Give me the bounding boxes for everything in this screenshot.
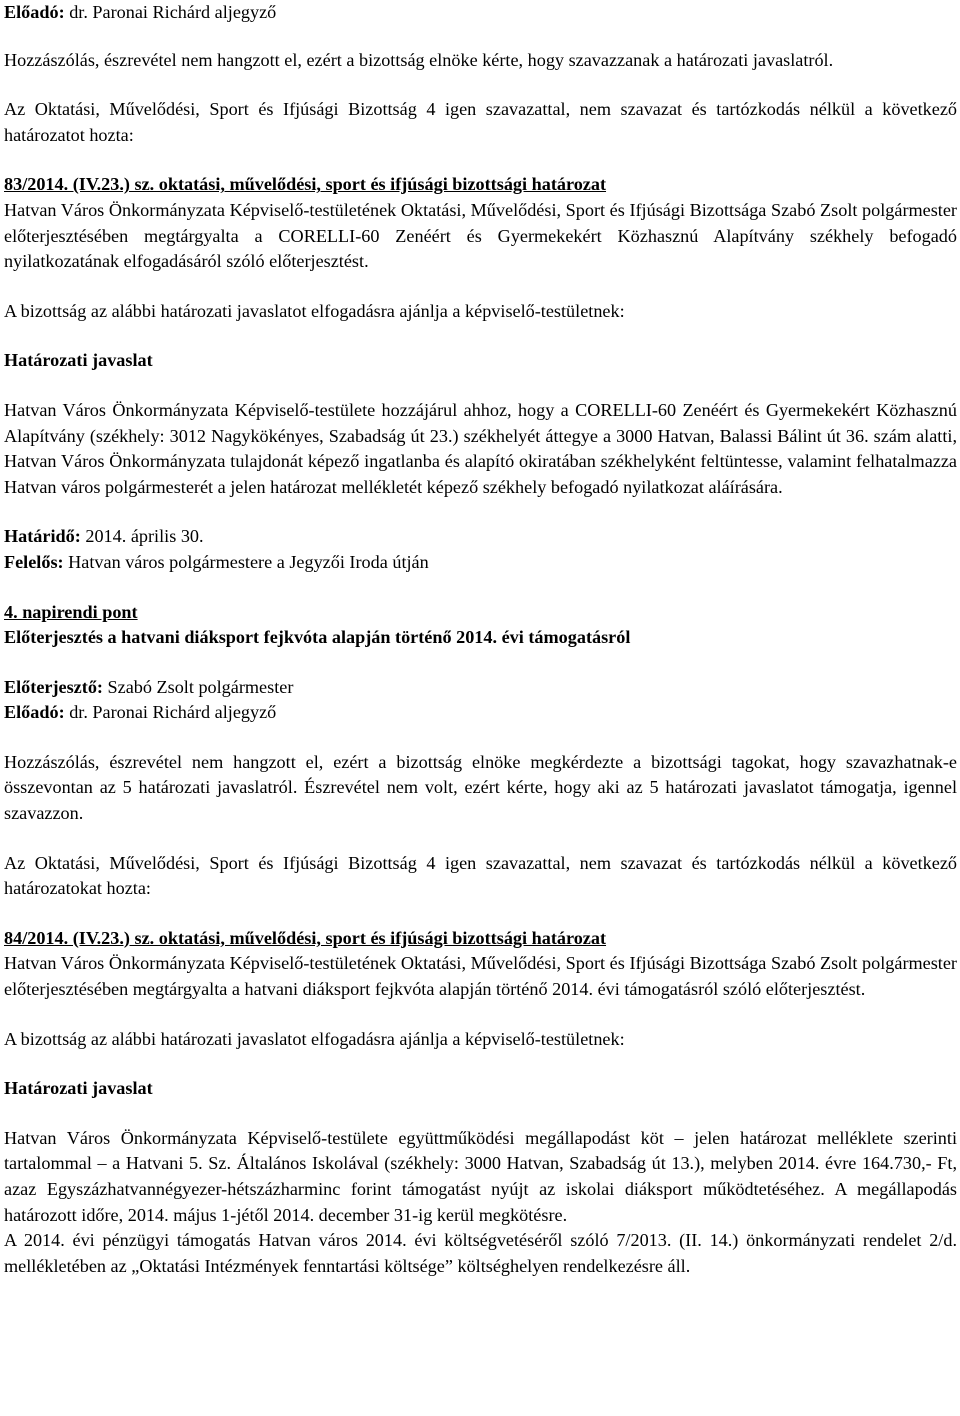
resolution-84-heading: 84/2014. (IV.23.) sz. oktatási, művelődési, sport és ifjúsági bizottsági határozat — [4, 927, 607, 948]
submitter-line — [4, 675, 957, 701]
responsible-value: Hatvan város polgármestere a Jegyzői Iroda útján — [63, 551, 429, 572]
resolution-83-proposal-body: Hatvan Város Önkormányzata Képviselő-testülete hozzájárul ahhoz, hogy a CORELLI-60 Zenéért és Gyermekekért Közhasznú Alapítvány (székhely: 3012 Nagykökényes, Szabadság út 23.) székhelyét áttegye a 3000 Hatvan, Balassi Bálint út 36. szám alatti, Hatvan Város Önkormányzata tulajdonát képező ingatlanba és alapító okiratában székhelyként feltüntesse, valamint felhatalmazza Hatvan város polgármesterét a jelen határozat mellékletét képező székhely befogadó nyilatkozat aláírására. — [4, 399, 957, 497]
deadline-value: 2014. április 30. — [80, 526, 204, 547]
presenter-value-1: dr. Paronai Richárd aljegyző — [64, 2, 277, 22]
presenter-line-1 — [4, 0, 957, 26]
comment-paragraph-1: Hozzászólás, észrevétel nem hangzott el, ezért a bizottság elnöke kérte, hogy szavazzanak a határozati javaslatról. — [4, 49, 834, 70]
resolution-83-recommend: A bizottság az alábbi határozati javaslatot elfogadásra ajánlja a képviselő-testületnek: — [4, 300, 625, 321]
resolution-83-heading: 83/2014. (IV.23.) sz. oktatási, művelődési, sport és ifjúsági bizottsági határozat — [4, 174, 607, 195]
agenda-4-heading: 4. napirendi pont — [4, 601, 138, 622]
resolution-84-recommend: A bizottság az alábbi határozati javaslatot elfogadásra ajánlja a képviselő-testületnek: — [4, 1028, 625, 1049]
resolution-83-proposal-title: Határozati javaslat — [4, 350, 153, 371]
responsible-line — [4, 550, 957, 576]
presenter-label-1: Előadó: — [4, 2, 65, 22]
presenter-value-2: dr. Paronai Richárd aljegyző — [64, 702, 277, 723]
submitter-value: Szabó Zsolt polgármester — [102, 676, 294, 697]
deadline-label: Határidő: — [4, 526, 81, 547]
agenda-4-title: Előterjesztés a hatvani diáksport fejkvóta alapján történő 2014. évi támogatásról — [4, 627, 631, 648]
resolution-83-body: Hatvan Város Önkormányzata Képviselő-testületének Oktatási, Művelődési, Sport és Ifjúsági Bizottsága Szabó Zsolt polgármester előterjesztésében megtárgyalta a CORELLI-60 Zenéért és Gyermekekért Közhasznú Alapítvány székhely befogadó nyilatkozatának elfogadásáról szóló előterjesztést. — [4, 199, 957, 272]
responsible-label: Felelős: — [4, 551, 64, 572]
deadline-line — [4, 524, 957, 550]
comment-paragraph-2: Hozzászólás, észrevétel nem hangzott el, ezért a bizottság elnöke megkérdezte a bizottsági tagokat, hogy szavazhatnak-e összevontan az 5 határozati javaslatról. Észrevétel nem volt, ezért kérte, hogy aki az 5 határozati javaslatot támogatja, igennel szavazzon. — [4, 751, 957, 824]
vote-paragraph-2: Az Oktatási, Művelődési, Sport és Ifjúsági Bizottság 4 igen szavazattal, nem szavazat és tartózkodás nélkül a következő határozatokat hozta: — [4, 852, 957, 899]
resolution-84-proposal-body: Hatvan Város Önkormányzata Képviselő-testülete együttműködési megállapodást köt – jelen határozat melléklete szerinti tartalommal – a Hatvani 5. Sz. Általános Iskolával (székhely: 3000 Hatvan, Szabadság út 13.), melyben 2014. évre 164.730,- Ft, azaz Egyszázhatvannégyezer-hétszázharminc forint támogatást nyújt az iskolai diáksport működtetéséhez. A megállapodás határozott időre, 2014. május 1-jétől 2014. december 31-ig kerül megkötésre. — [4, 1127, 957, 1225]
resolution-84-proposal-title: Határozati javaslat — [4, 1078, 153, 1099]
resolution-84-budget-note: A 2014. évi pénzügyi támogatás Hatvan város 2014. évi költségvetéséről szóló 7/2013. (II. 14.) önkormányzati rendelet 2/d. mellékletében az „Oktatási Intézmények fenntartási költsége” költséghelyen rendelkezésre áll. — [4, 1230, 957, 1276]
presenter-line-2 — [4, 700, 957, 726]
vote-paragraph-1: Az Oktatási, Művelődési, Sport és Ifjúsági Bizottság 4 igen szavazattal, nem szavazat és tartózkodás nélkül a következő határozatot hozta: — [4, 99, 957, 145]
presenter-label-2: Előadó: — [4, 702, 65, 723]
submitter-label: Előterjesztő: — [4, 676, 103, 697]
document-page — [4, 0, 957, 1279]
resolution-84-body: Hatvan Város Önkormányzata Képviselő-testületének Oktatási, Művelődési, Sport és Ifjúsági Bizottsága Szabó Zsolt polgármester előterjesztésében megtárgyalta a hatvani diáksport fejkvóta alapján történő 2014. évi támogatásról szóló előterjesztést. — [4, 953, 957, 1000]
